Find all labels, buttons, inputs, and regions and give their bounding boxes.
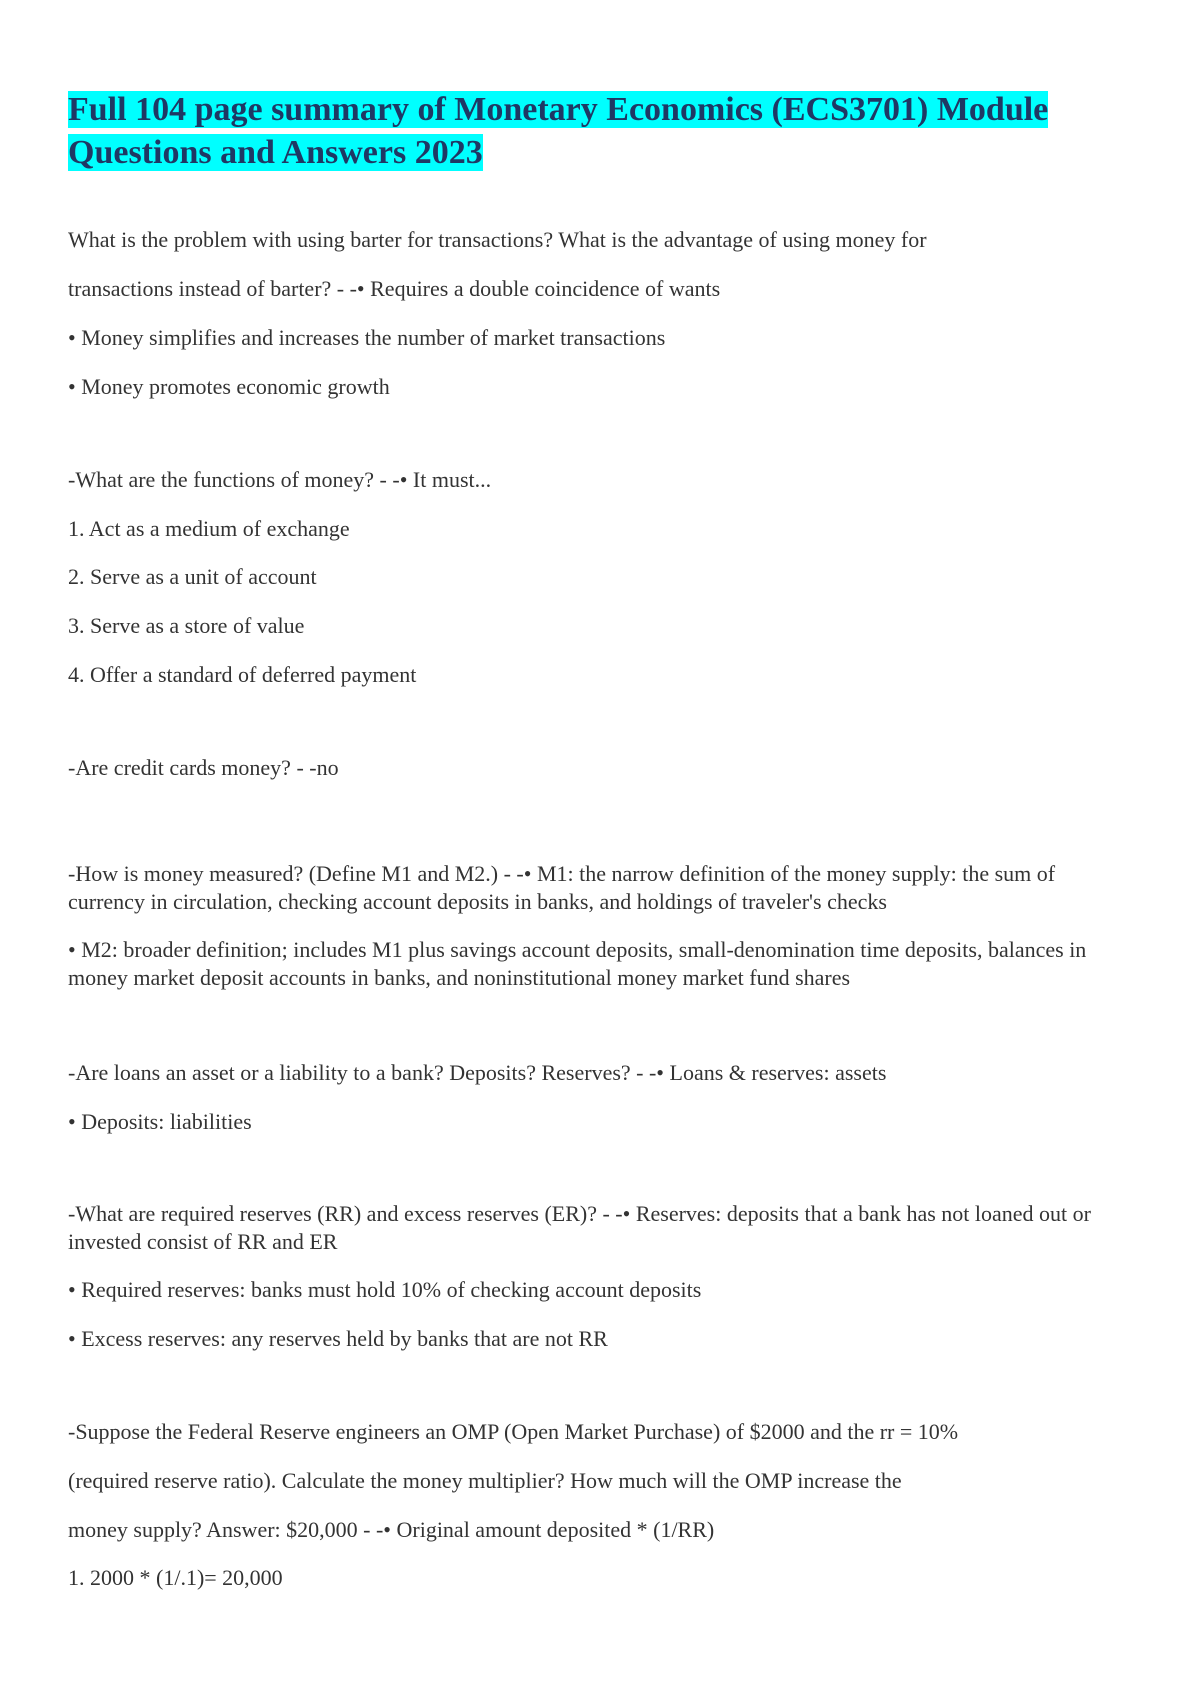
- qa-money-measured: [68, 860, 1128, 992]
- text-line: • Money promotes economic growth: [68, 374, 390, 399]
- text-line: -What are the functions of money? - -• It must...: [68, 467, 492, 492]
- text-line: 1. Act as a medium of exchange: [68, 516, 350, 541]
- document-page: [68, 88, 1128, 174]
- text-line: transactions instead of barter? - -• Requires a double coincidence of wants: [68, 276, 721, 301]
- text-line: -Suppose the Federal Reserve engineers an OMP (Open Market Purchase) of $2000 and the rr = 10%: [68, 1419, 959, 1444]
- text-line: 2. Serve as a unit of account: [68, 564, 317, 589]
- text-line: 1. 2000 * (1/.1)= 20,000: [68, 1565, 283, 1590]
- qa-reserves: [68, 1200, 1128, 1353]
- text-line: -Are loans an asset or a liability to a bank? Deposits? Reserves? - -• Loans & reserves: assets: [68, 1060, 887, 1085]
- title-line-2: Questions and Answers 2023: [68, 134, 483, 171]
- text-line: • Excess reserves: any reserves held by banks that are not RR: [68, 1326, 608, 1351]
- text-line: money supply? Answer: $20,000 - -• Original amount deposited * (1/RR): [68, 1517, 715, 1542]
- qa-credit-cards: [68, 754, 1128, 782]
- text-paragraph: -How is money measured? (Define M1 and M2.) - -• M1: the narrow definition of the money supply: the sum of currency in circulation, checking account deposits in banks, and holdings of traveler's checks: [68, 861, 1056, 914]
- text-line: (required reserve ratio). Calculate the money multiplier? How much will the OMP increase the: [68, 1468, 902, 1493]
- text-paragraph: • M2: broader definition; includes M1 plus savings account deposits, small-denomination time deposits, balances in money market deposit accounts in banks, and noninstitutional money market fund shares: [68, 937, 1087, 990]
- document-title: [68, 88, 1128, 174]
- text-line: 3. Serve as a store of value: [68, 613, 305, 638]
- text-line: • Required reserves: banks must hold 10% of checking account deposits: [68, 1277, 702, 1302]
- title-line-1: Full 104 page summary of Monetary Economics (ECS3701) Module: [68, 91, 1049, 128]
- text-line: • Money simplifies and increases the number of market transactions: [68, 325, 666, 350]
- text-line: What is the problem with using barter for transactions? What is the advantage of using money for: [68, 227, 927, 252]
- text-line: • Deposits: liabilities: [68, 1109, 252, 1134]
- text-line: 4. Offer a standard of deferred payment: [68, 662, 417, 687]
- text-line: -Are credit cards money? - -no: [68, 755, 339, 780]
- text-paragraph: -What are required reserves (RR) and excess reserves (ER)? - -• Reserves: deposits that a bank has not loaned out or invested consist of RR and ER: [68, 1201, 1091, 1254]
